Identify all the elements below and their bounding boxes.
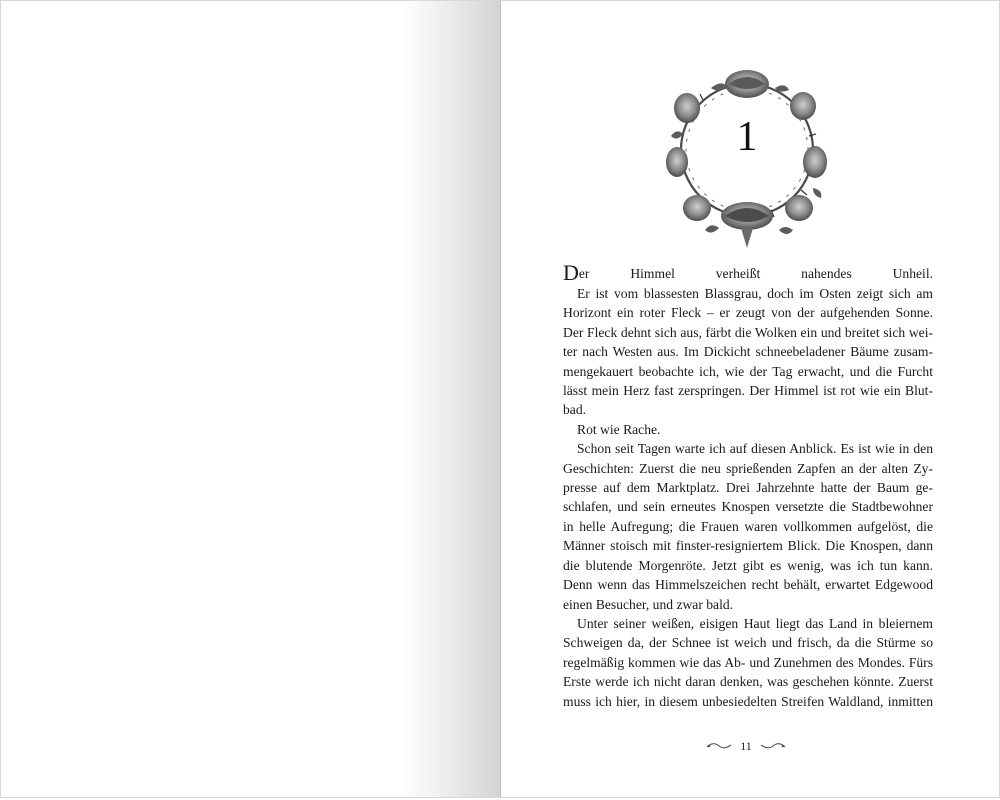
text-line: Erste werde ich nicht daran denken, was geschehen könnte. Zuerst bbox=[563, 674, 933, 690]
text-line: Schweigen da, der Schnee ist weich und frisch, da die Stürme so bbox=[563, 635, 933, 651]
text-line: mengekauert beobachte ich, wie der Tag erwacht, und die Furcht bbox=[563, 363, 933, 379]
text-line: Männer stoisch mit finster-resigniertem Blick. Die Knospen, dann bbox=[563, 538, 933, 554]
flourish-right-icon bbox=[760, 741, 786, 751]
text-line: die blutende Morgenröte. Jetzt gibt es wenig, was ich tun kann. bbox=[563, 557, 933, 573]
text-line: regelmäßig kommen wie das Ab- und Zunehmen des Mondes. Fürs bbox=[563, 654, 933, 670]
page-number: 11 bbox=[740, 738, 752, 753]
text-line: Geschichten: Zuerst die neu sprießenden Zapfen an der alten Zy- bbox=[563, 460, 933, 476]
text-line: Der Himmel verheißt nahendes Unheil. bbox=[563, 260, 933, 285]
text-line: Der Fleck dehnt sich aus, färbt die Wolken ein und breitet sich wei- bbox=[563, 324, 933, 340]
text-line: Rot wie Rache. bbox=[577, 421, 661, 437]
text-line: lässt mein Herz fast zerspringen. Der Himmel ist rot wie ein Blut- bbox=[563, 383, 933, 399]
drop-cap: D bbox=[563, 260, 579, 285]
text-line: ter nach Westen aus. Im Dickicht schneebeladener Bäume zusam- bbox=[563, 344, 933, 360]
chapter-body-text bbox=[563, 262, 933, 711]
text-line: Unter seiner weißen, eisigen Haut liegt das Land in bleiernem bbox=[577, 615, 933, 631]
text-line: in helle Aufregung; die Frauen waren vollkommen aufgelöst, die bbox=[563, 518, 933, 534]
chapter-number: 1 bbox=[736, 114, 758, 160]
text-line: presse auf dem Marktplatz. Drei Jahrzehnte hatte der Baum ge- bbox=[563, 480, 933, 496]
left-page-blank bbox=[0, 0, 500, 798]
text-line: einen Besucher, und zwar bald. bbox=[563, 596, 734, 612]
text-line: Denn wenn das Himmelszeichen recht behält, erwartet Edgewood bbox=[563, 577, 933, 593]
text-line: bad. bbox=[563, 402, 587, 418]
text-line: Schon seit Tagen warte ich auf diesen Anblick. Es ist wie in den bbox=[577, 441, 933, 457]
text-line: Horizont ein roter Fleck – er zeugt von der aufgehenden Sonne. bbox=[563, 305, 933, 321]
text-line: schlafen, und sein erneutes Knospen versetzte die Stadtbewohner bbox=[563, 499, 933, 515]
text-line: muss ich hier, in diesem unbesiedelten Streifen Waldland, inmitten bbox=[563, 693, 933, 709]
flourish-left-icon bbox=[706, 741, 732, 751]
text-line: Er ist vom blassesten Blassgrau, doch im Osten zeigt sich am bbox=[577, 286, 933, 301]
page-folio bbox=[706, 736, 786, 756]
